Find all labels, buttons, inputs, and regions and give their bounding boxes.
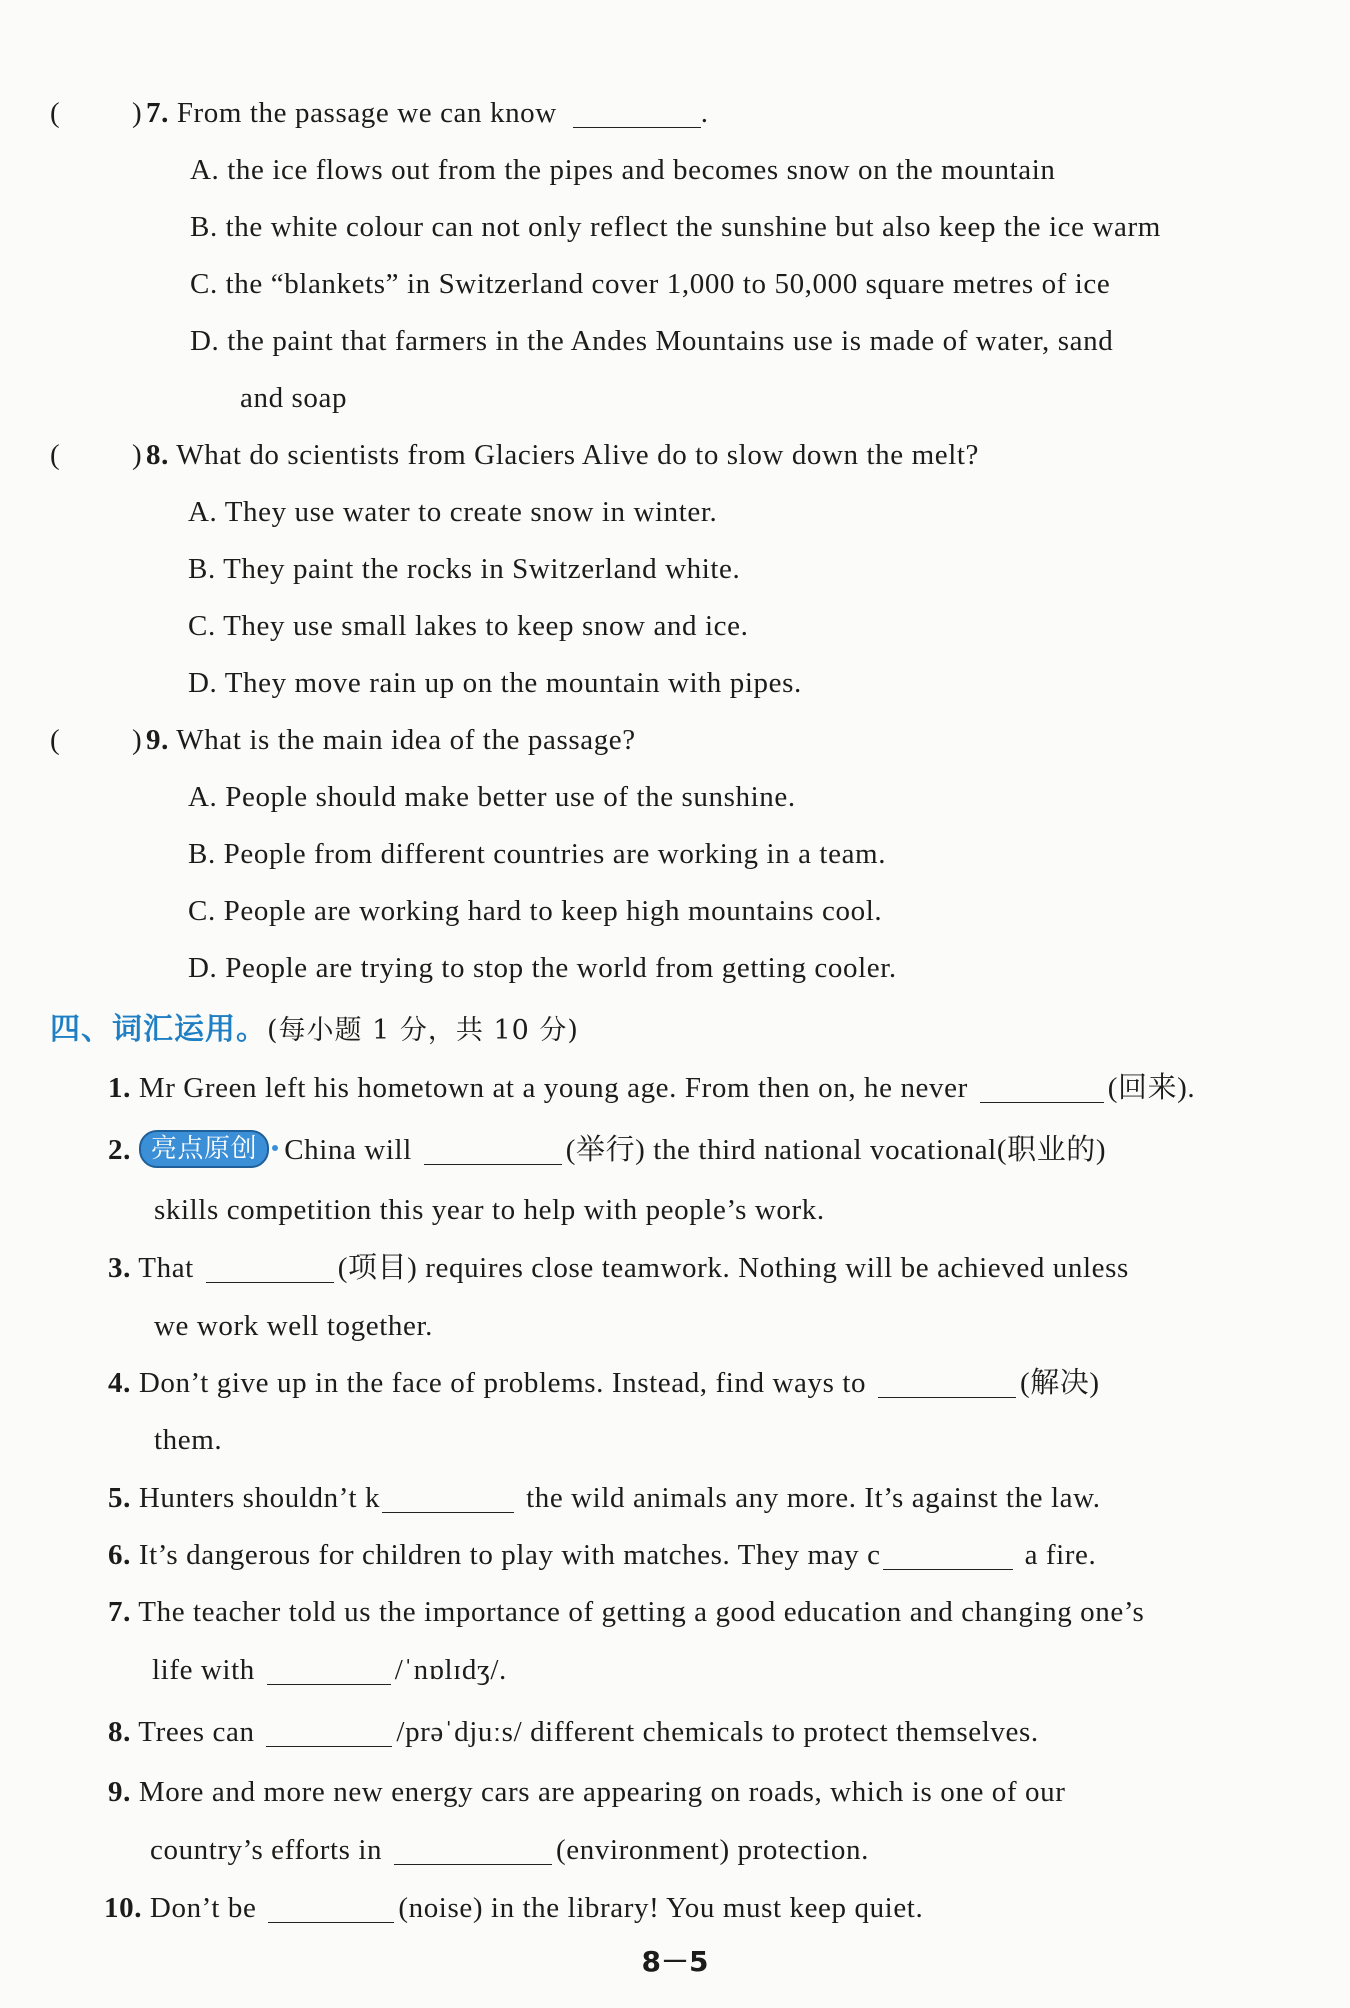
- vocab-hint: /ˈnɒlɪdʒ/.: [394, 1654, 507, 1686]
- vocab-text: Trees can: [138, 1716, 255, 1748]
- vocab-text-end: a fire.: [1024, 1539, 1097, 1571]
- answer-blank[interactable]: [206, 1252, 334, 1283]
- vocab-number: 9.: [108, 1776, 131, 1808]
- vocab-number: 6.: [108, 1539, 131, 1571]
- answer-paren-open: (: [50, 439, 60, 471]
- question-number: 9.: [146, 724, 169, 756]
- answer-blank[interactable]: [394, 1834, 552, 1865]
- section-heading: [50, 1010, 579, 1051]
- answer-paren-close: ): [132, 724, 142, 756]
- vocab-number: 5.: [108, 1482, 131, 1514]
- vocab-number: 4.: [108, 1367, 131, 1399]
- question-9-stem: [146, 720, 636, 760]
- vocab-number: 10.: [104, 1892, 143, 1924]
- vocab-item-9-cont: [150, 1830, 869, 1870]
- question-7-stem: [146, 93, 709, 133]
- badge-dot-icon: [272, 1145, 278, 1151]
- vocab-text: Don’t give up in the face of problems. Instead, find ways to: [138, 1367, 867, 1399]
- vocab-item-7-cont: [152, 1650, 507, 1690]
- vocab-item-4-cont: them.: [154, 1424, 223, 1456]
- option-7b: B. the white colour can not only reflect the sunshine but also keep the ice warm: [190, 211, 1161, 243]
- vocab-number: 7.: [108, 1596, 131, 1628]
- answer-paren-open: (: [50, 724, 60, 756]
- question-text: What do scientists from Glaciers Alive do to slow down the melt?: [176, 439, 980, 471]
- vocab-item-9: [108, 1772, 1065, 1812]
- answer-paren-close: ): [132, 439, 142, 471]
- vocab-text: country’s efforts in: [150, 1834, 383, 1866]
- answer-blank[interactable]: [424, 1134, 562, 1165]
- answer-paren-open: (: [50, 97, 60, 129]
- question-number: 8.: [146, 439, 169, 471]
- vocab-item-7: [108, 1592, 1144, 1632]
- section-points: (每小题 1 分，共 10 分): [267, 1015, 579, 1046]
- option-8b: B. They paint the rocks in Switzerland white.: [188, 553, 741, 585]
- answer-blank[interactable]: [267, 1654, 391, 1685]
- vocab-text: More and more new energy cars are appearing on roads, which is one of our: [138, 1776, 1066, 1808]
- vocab-hint: (回来).: [1107, 1072, 1196, 1104]
- vocab-item-4: [108, 1363, 1100, 1403]
- vocab-item-6: [108, 1535, 1096, 1575]
- original-badge: 亮点原创: [139, 1130, 269, 1168]
- vocab-text: It’s dangerous for children to play with matches. They may c: [138, 1539, 881, 1571]
- option-7a: A. the ice flows out from the pipes and becomes snow on the mountain: [190, 154, 1056, 186]
- vocab-text: life with: [152, 1654, 255, 1686]
- answer-paren-close: ): [132, 97, 142, 129]
- vocab-text: The teacher told us the importance of getting a good education and changing one’s: [138, 1596, 1145, 1628]
- vocab-text: Hunters shouldn’t k: [138, 1482, 381, 1514]
- option-9a: A. People should make better use of the sunshine.: [188, 781, 796, 813]
- answer-blank[interactable]: [573, 97, 701, 128]
- vocab-number: 2.: [108, 1134, 131, 1166]
- vocab-item-8: [108, 1712, 1039, 1752]
- vocab-item-5: [108, 1478, 1101, 1518]
- vocab-item-2-cont: skills competition this year to help with people’s work.: [154, 1194, 825, 1226]
- question-8-stem: [146, 435, 979, 475]
- answer-blank[interactable]: [266, 1716, 392, 1747]
- vocab-text-end: the wild animals any more. It’s against the law.: [526, 1482, 1101, 1514]
- answer-blank[interactable]: [268, 1892, 394, 1923]
- vocab-hint: /prəˈdjuːs/ different chemicals to protect themselves.: [396, 1716, 1039, 1748]
- question-text-end: .: [700, 97, 709, 129]
- vocab-item-3: [108, 1248, 1129, 1288]
- vocab-number: 8.: [108, 1716, 131, 1748]
- option-9b: B. People from different countries are working in a team.: [188, 838, 887, 870]
- answer-blank[interactable]: [980, 1072, 1104, 1103]
- option-7c: C. the “blankets” in Switzerland cover 1,000 to 50,000 square metres of ice: [190, 268, 1111, 300]
- vocab-text: Mr Green left his hometown at a young age. From then on, he never: [138, 1072, 968, 1104]
- question-text: From the passage we can know: [176, 97, 557, 129]
- answer-blank[interactable]: [883, 1539, 1013, 1570]
- option-8d: D. They move rain up on the mountain with pipes.: [188, 667, 802, 699]
- question-number: 7.: [146, 97, 169, 129]
- page-number: 8－5: [641, 1945, 709, 1978]
- option-7d-cont: and soap: [240, 382, 348, 414]
- option-7d: D. the paint that farmers in the Andes Mountains use is made of water, sand: [190, 325, 1114, 357]
- answer-blank[interactable]: [382, 1482, 514, 1513]
- vocab-text: Don’t be: [149, 1892, 257, 1924]
- vocab-hint: (项目) requires close teamwork. Nothing will be achieved unless: [337, 1252, 1129, 1284]
- vocab-text: That: [138, 1252, 194, 1284]
- vocab-item-3-cont: we work well together.: [154, 1310, 433, 1342]
- vocab-item-10: [104, 1888, 923, 1928]
- vocab-hint: (environment) protection.: [556, 1834, 869, 1866]
- option-8a: A. They use water to create snow in winter.: [188, 496, 718, 528]
- option-9c: C. People are working hard to keep high mountains cool.: [188, 895, 883, 927]
- vocab-text: China will: [284, 1134, 412, 1166]
- section-title: 四、词汇运用。: [50, 1012, 267, 1047]
- vocab-number: 3.: [108, 1252, 131, 1284]
- vocab-number: 1.: [108, 1072, 131, 1104]
- question-text: What is the main idea of the passage?: [176, 724, 636, 756]
- option-8c: C. They use small lakes to keep snow and ice.: [188, 610, 749, 642]
- vocab-item-1: [108, 1068, 1195, 1108]
- vocab-hint: (noise) in the library! You must keep quiet.: [398, 1892, 924, 1924]
- vocab-item-2: [108, 1130, 1106, 1170]
- answer-blank[interactable]: [878, 1367, 1016, 1398]
- vocab-hint: (举行) the third national vocational(职业的): [565, 1134, 1107, 1166]
- vocab-hint: (解决): [1019, 1367, 1100, 1399]
- option-9d: D. People are trying to stop the world from getting cooler.: [188, 952, 897, 984]
